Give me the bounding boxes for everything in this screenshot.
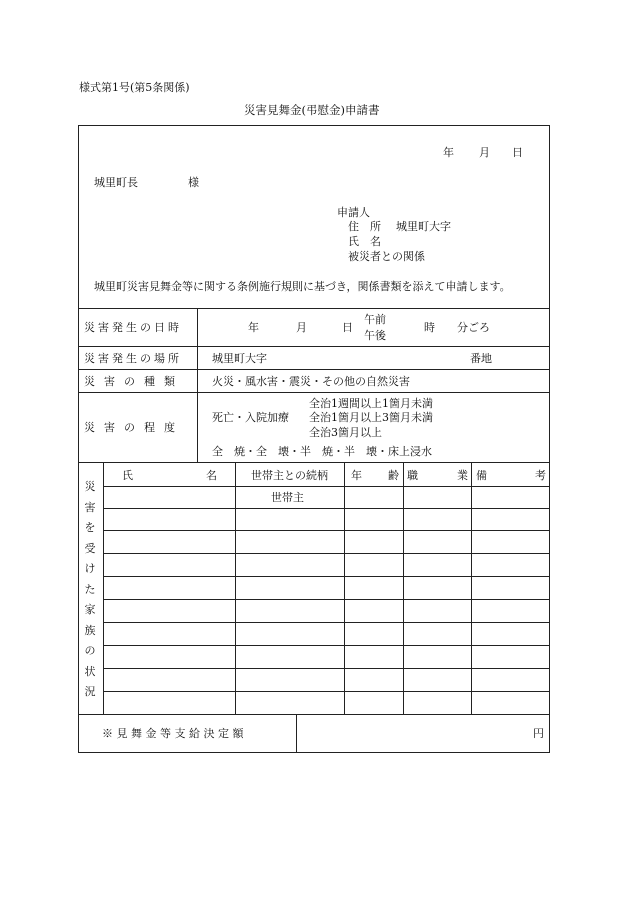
header-relation: 世帯主との続柄 xyxy=(251,469,328,482)
header-job-1: 職 xyxy=(407,469,418,482)
form-title: 災害見舞金(弔慰金)申請書 xyxy=(244,103,380,117)
datetime-minute: 分ごろ xyxy=(457,321,490,334)
datetime-month: 月 xyxy=(296,321,307,334)
datetime-hour: 時 xyxy=(424,321,435,334)
place-value: 城里町大字 xyxy=(212,352,267,365)
header-name-2: 名 xyxy=(206,469,217,482)
degree-option-1: 全治1週間以上1箇月未満 xyxy=(309,397,433,410)
type-label: 災害の種類 xyxy=(84,375,184,388)
date-day: 日 xyxy=(512,146,523,159)
header-name-1: 氏 xyxy=(122,469,133,482)
degree-injury-label: 死亡・入院加療 xyxy=(212,411,289,424)
statement: 城里町災害見舞金等に関する条例施行規則に基づき，関係書類を添えて申請します。 xyxy=(94,280,511,293)
relation-label: 被災者との関係 xyxy=(348,250,425,263)
datetime-day: 日 xyxy=(342,321,353,334)
first-row-relation: 世帯主 xyxy=(271,491,304,504)
degree-option-2: 全治1箇月以上3箇月未満 xyxy=(309,411,433,424)
addressee-honorific: 様 xyxy=(188,176,199,189)
family-side-label: 災 害 を 受 け た 家 族 の 状 況 xyxy=(84,480,96,698)
datetime-am: 午前 xyxy=(364,313,386,326)
degree-house-damage: 全 焼・全 壊・半 焼・半 壊・床上浸水 xyxy=(212,445,432,458)
degree-option-3: 全治3箇月以上 xyxy=(309,426,382,439)
payment-unit: 円 xyxy=(533,727,544,740)
header-note-2: 考 xyxy=(535,469,546,482)
datetime-pm: 午後 xyxy=(364,329,386,342)
date-year: 年 xyxy=(443,146,454,159)
addressee: 城里町長 xyxy=(94,176,138,189)
payment-label: ※見舞金等支給決定額 xyxy=(102,727,247,740)
header-age-2: 齢 xyxy=(388,469,399,482)
form-frame xyxy=(78,125,550,753)
address-label: 住 所 xyxy=(348,220,381,233)
header-age-1: 年 xyxy=(351,469,362,482)
datetime-label: 災害発生の日時 xyxy=(84,321,182,334)
form-number: 様式第1号(第5条関係) xyxy=(79,81,190,94)
name-label: 氏 名 xyxy=(348,235,381,248)
header-note-1: 備 xyxy=(476,469,487,482)
place-suffix: 番地 xyxy=(470,352,492,365)
degree-label: 災害の程度 xyxy=(84,421,184,434)
datetime-year: 年 xyxy=(248,321,259,334)
header-job-2: 業 xyxy=(457,469,468,482)
applicant-label: 申請人 xyxy=(337,206,370,219)
date-month: 月 xyxy=(479,146,490,159)
place-label: 災害発生の場所 xyxy=(84,352,182,365)
type-value: 火災・風水害・震災・その他の自然災害 xyxy=(212,375,410,388)
address-value: 城里町大字 xyxy=(396,220,451,233)
